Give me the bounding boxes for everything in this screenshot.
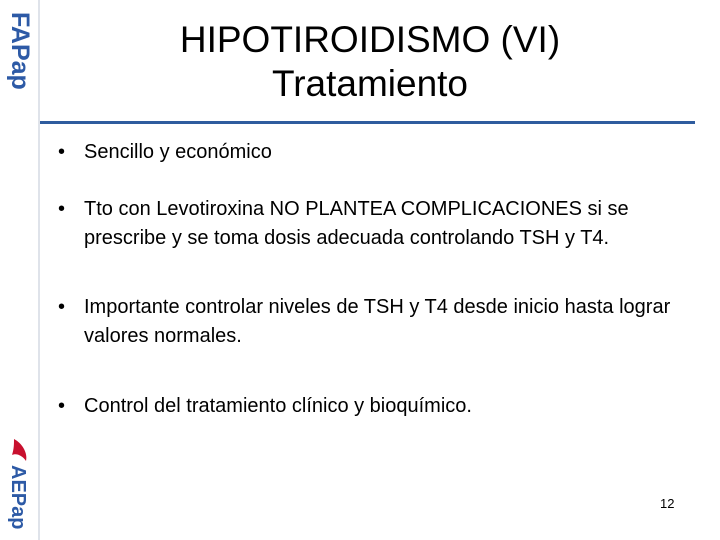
aepap-logo-text: AEPap [7, 465, 29, 530]
slide-title [60, 18, 680, 106]
bullet-item: • Control del tratamiento clínico y bioquímico. [56, 392, 686, 421]
bullet-item: • Tto con Levotiroxina NO PLANTEA COMPLICACIONES si se prescribe y se toma dosis adecuada controlando TSH y T4. [56, 195, 686, 253]
bullet-item: • Importante controlar niveles de TSH y T4 desde inicio hasta lograr valores normales. [56, 293, 686, 351]
slide-title-line1: HIPOTIROIDISMO (VI) [179, 19, 561, 60]
title-underline [40, 121, 695, 124]
aepap-logo-mark [12, 439, 26, 461]
left-sidebar [0, 0, 40, 540]
aepap-logo [2, 435, 36, 535]
bullet-list [56, 138, 686, 421]
fapap-logo [4, 12, 34, 112]
sidebar-divider [38, 0, 40, 540]
fapap-logo-text: FAPap [6, 12, 34, 90]
bullet-item: • Sencillo y económico [56, 138, 686, 167]
page-number: 12 [660, 496, 675, 511]
slide-title-line2: Tratamiento [271, 63, 469, 104]
